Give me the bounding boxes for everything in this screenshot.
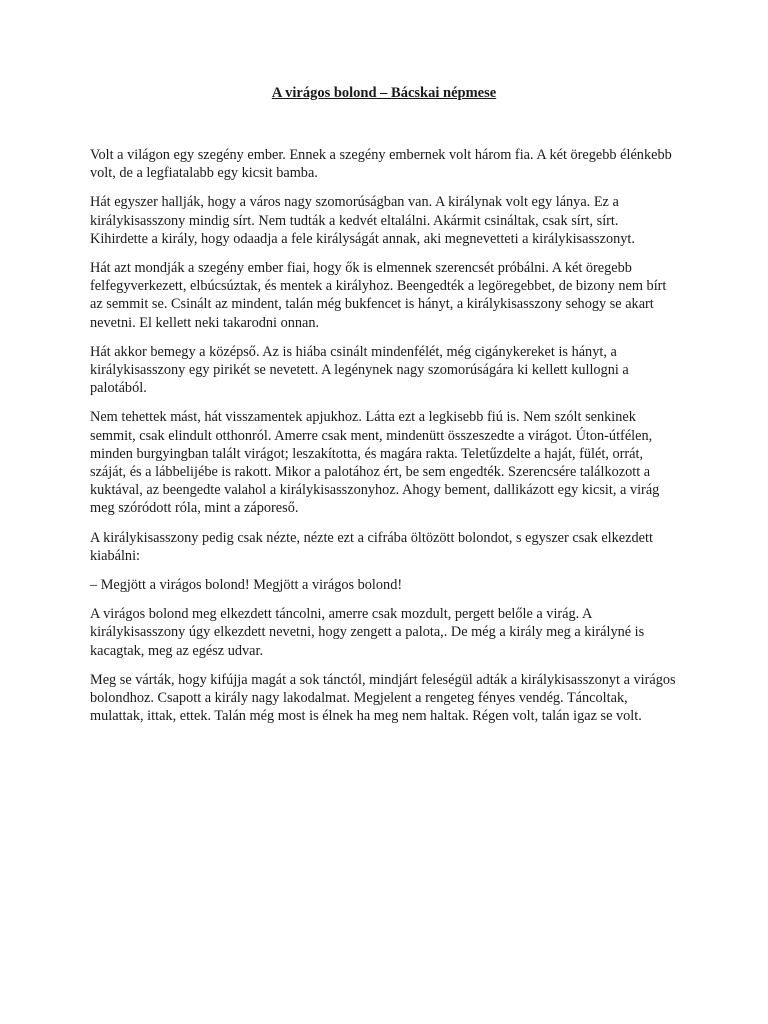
paragraph-9: Meg se várták, hogy kifújja magát a sok tánctól, mindjárt feleségül adták a királykisasszonyt a virágos bolondhoz. Csapott a király nagy lakodalmat. Megjelent a rengeteg fényes vendég. Táncoltak, mulattak, ittak, ettek. Talán még most is élnek ha meg nem haltak. Régen volt, talán igaz se volt. [90, 671, 676, 725]
document-title: A virágos bolond – Bácskai népmese [271, 85, 497, 101]
paragraph-7-dialogue: – Megjött a virágos bolond! Megjött a virágos bolond! [90, 577, 403, 594]
paragraph-5: Nem tehettek mást, hát visszamentek apjukhoz. Látta ezt a legkisebb fiú is. Nem szólt senkinek semmit, csak elindult otthonról. Amerre csak ment, mindenütt összeszedte a virágot. Úton-útfélen, minden burgyingban talált virágot; leszakította, és magára rakta. Teletűzdelte a haját, fülét, orrát, száját, és a lábbelijébe is rakott. Mikor a palotához ért, be sem engedték. Szerencsére találkozott a kuktával, az beengedte valahol a királykisasszonyhoz. Ahogy bement, dallikázott egy kicsit, a virág meg szóródott róla, mint a záporeső. [90, 409, 660, 517]
paragraph-3: Hát azt mondják a szegény ember fiai, hogy ők is elmennek szerencsét próbálni. A két öregebb felfegyverkezett, elbúcsúztak, és mentek a királyhoz. Beengedték a legöregebbet, de bizony nem bírt az semmit se. Csinált az mindent, talán még bukfencet is hányt, a királykisasszony sehogy se akart nevetni. El kellett neki takarodni onnan. [90, 260, 667, 331]
paragraph-8: A virágos bolond meg elkezdett táncolni, amerre csak mozdult, pergett belőle a virág. A királykisasszony úgy elkezdett nevetni, hogy zengett a palota,. De még a király meg a királyné is kacagtak, meg az egész udvar. [90, 606, 645, 659]
paragraph-4: Hát akkor bemegy a középső. Az is hiába csinált mindenfélét, még cigánykereket is hányt, a királykisasszony egy pirikét se nevetett. A legénynek nagy szomorúságára ki kellett kullogni a palotából. [90, 343, 629, 397]
paragraph-1: Volt a világon egy szegény ember. Ennek a szegény embernek volt három fia. A két öregebb élénkebb volt, de a legfiatalabb egy kicsit bamba. [90, 147, 672, 182]
paragraph-2: Hát egyszer hallják, hogy a város nagy szomorúságban van. A királynak volt egy lánya. Ez a királykisasszony mindig sírt. Nem tudták a kedvét eltalálni. Akármit csináltak, csak sírt, sírt. Kihirdette a király, hogy odaadja a fele királyságát annak, aki megnevetteti a királykisasszonyt. [90, 194, 635, 247]
paragraph-6: A királykisasszony pedig csak nézte, nézte ezt a cifrába öltözött bolondot, s egyszer csak elkezdett kiabálni: [90, 529, 653, 564]
